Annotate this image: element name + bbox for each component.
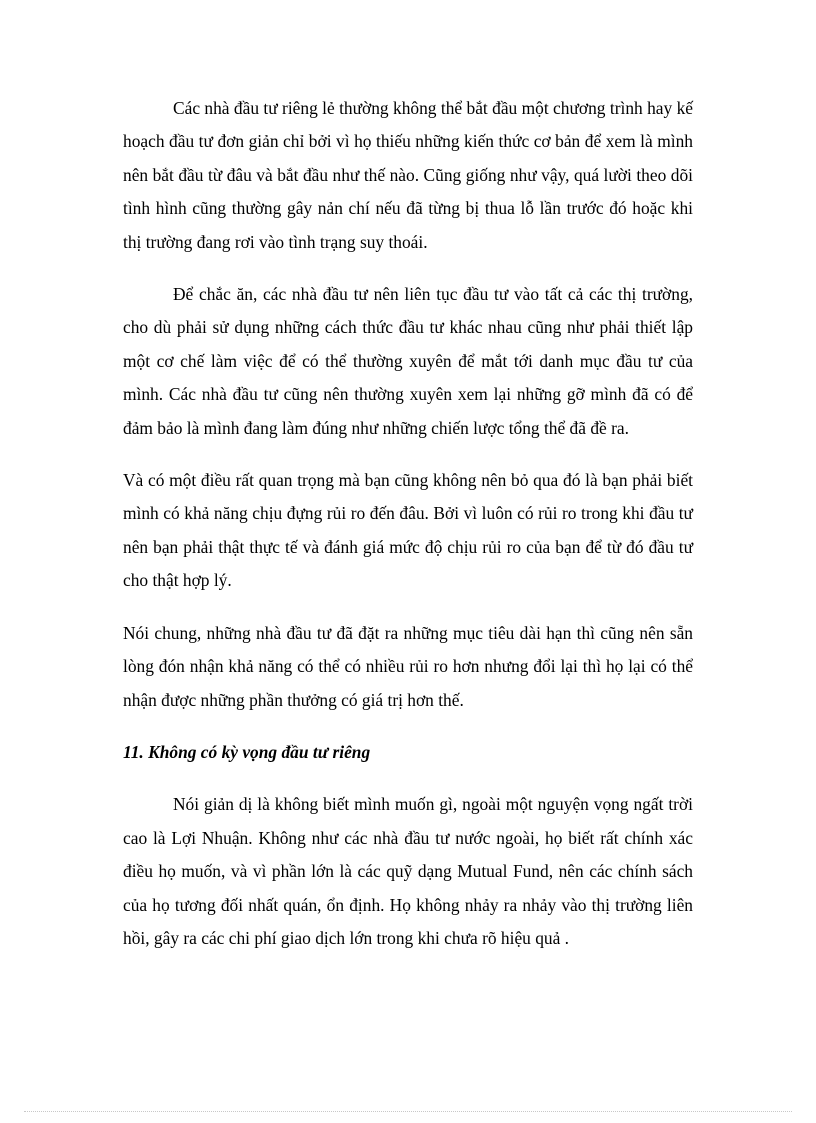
paragraph-4: Nói chung, những nhà đầu tư đã đặt ra những mục tiêu dài hạn thì cũng nên sẵn lòng đón nhận khả năng có thể có nhiều rủi ro hơn nhưng đổi lại thì họ lại có thể nhận được những phần thưởng có giá trị hơn thế.: [123, 622, 693, 710]
section-paragraph: Nói giản dị là không biết mình muốn gì, ngoài một nguyện vọng ngất trời cao là Lợi Nhuận. Không như các nhà đầu tư nước ngoài, họ biết rất chính xác điều họ muốn, và vì phần lớn là các quỹ dạng Mutual Fund, nên các chính sách của họ tương đối nhất quán, ổn định. Họ không nhảy ra nhảy vào thị trường liên hồi, gây ra các chi phí giao dịch lớn trong khi chưa rõ hiệu quả .: [123, 794, 693, 948]
page-bottom-divider: [24, 1111, 792, 1112]
paragraph-3: Và có một điều rất quan trọng mà bạn cũng không nên bỏ qua đó là bạn phải biết mình có khả năng chịu đựng rủi ro đến đâu. Bởi vì luôn có rủi ro trong khi đầu tư nên bạn phải thật thực tế và đánh giá mức độ chịu rủi ro của bạn để từ đó đầu tư cho thật hợp lý.: [123, 470, 693, 591]
document-body: [123, 92, 693, 974]
paragraph-1: Các nhà đầu tư riêng lẻ thường không thể bắt đầu một chương trình hay kế hoạch đầu tư đơn giản chỉ bởi vì họ thiếu những kiến thức cơ bản để xem là mình nên bắt đầu từ đâu và bắt đầu như thế nào. Cũng giống như vậy, quá lười theo dõi tình hình cũng thường gây nản chí nếu đã từng bị thua lỗ lần trước đó hoặc khi thị trường đang rơi vào tình trạng suy thoái.: [123, 98, 693, 252]
paragraph-2: Để chắc ăn, các nhà đầu tư nên liên tục đầu tư vào tất cả các thị trường, cho dù phải sử dụng những cách thức đầu tư khác nhau cũng như phải thiết lập một cơ chế làm việc để có thể thường xuyên để mắt tới danh mục đầu tư của mình. Các nhà đầu tư cũng nên thường xuyên xem lại những gỡ mình đã có để đảm bảo là mình đang làm đúng như những chiến lược tổng thể đã đề ra.: [123, 284, 693, 438]
section-heading: 11. Không có kỳ vọng đầu tư riêng: [123, 741, 371, 762]
